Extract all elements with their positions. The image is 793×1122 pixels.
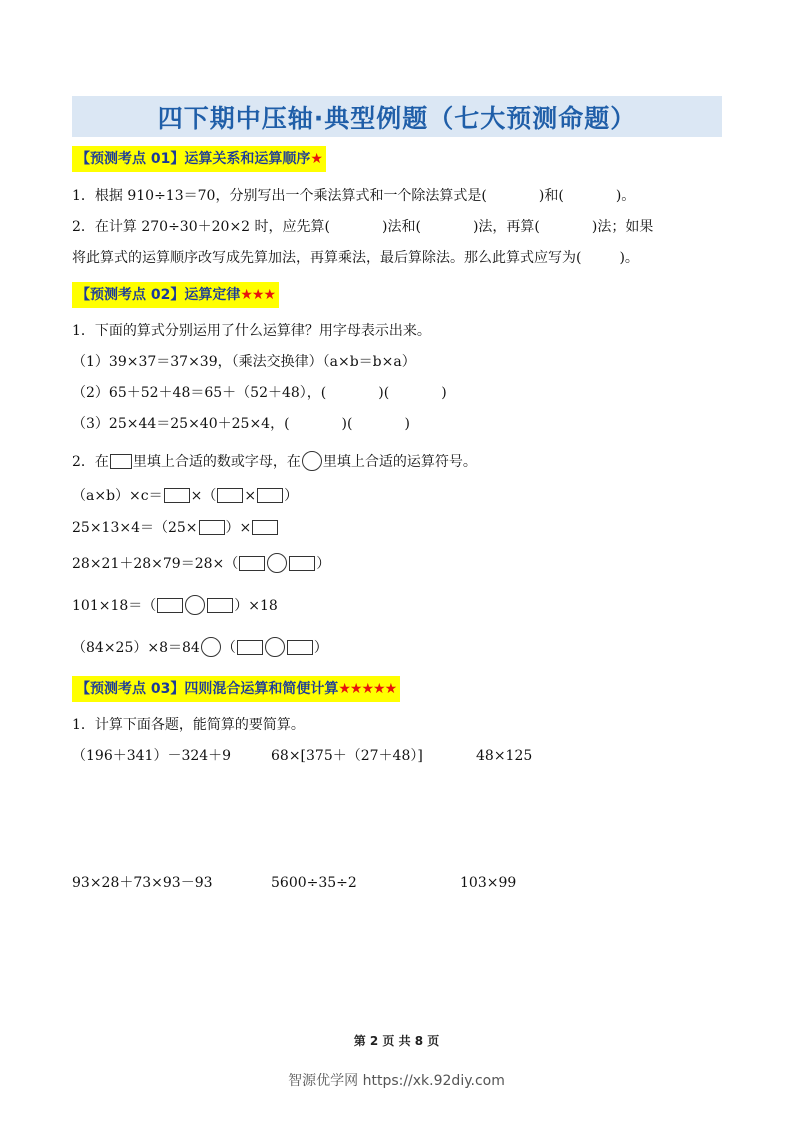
calc-problem: 103×99 (460, 875, 517, 891)
calc-problem: 68×[375＋（27＋48）] (271, 748, 423, 764)
equation-1: （a×b）×c＝ ×（ × ） (72, 488, 299, 504)
answer-box[interactable] (252, 520, 278, 535)
equation-3: 28×21＋28×79＝28×（ ） (72, 553, 330, 574)
calc-problem: 93×28＋73×93－93 (72, 875, 213, 891)
question-2-1-part-1: （1）39×37＝37×39，（乘法交换律）（a×b＝b×a） (72, 354, 416, 370)
section-label: 【预测考点 01】运算关系和运算顺序 (76, 151, 311, 167)
title-banner (72, 96, 722, 137)
answer-box[interactable] (164, 488, 190, 503)
answer-circle[interactable] (265, 637, 285, 657)
section-header-01 (72, 146, 326, 172)
page-title: 四下期中压轴·典型例题（七大预测命题） (157, 104, 637, 133)
equation-2: 25×13×4＝（25× ）× (72, 518, 279, 538)
star-rating: ★ (310, 151, 322, 167)
question-1-2: 2．在计算 270÷30＋20×2 时，应先算( )法和( )法，再算( )法；如果 (72, 219, 654, 235)
answer-box[interactable] (157, 598, 183, 613)
star-rating: ★★★ (240, 287, 276, 303)
answer-circle[interactable] (302, 451, 322, 471)
section-label: 【预测考点 03】四则混合运算和简便计算 (76, 681, 339, 697)
question-2-1-part-2: （2）65＋52＋48＝65＋（52＋48），( )( ) (72, 385, 447, 401)
calc-problem: （196＋341）－324＋9 (72, 748, 232, 764)
calc-problem: 48×125 (476, 748, 533, 764)
question-2-1: 1．下面的算式分别运用了什么运算律？用字母表示出来。 (72, 323, 431, 339)
section-header-03 (72, 676, 400, 702)
question-1-2-cont: 将此算式的运算顺序改写成先算加法，再算乘法，最后算除法。那么此算式应写为( )。 (72, 250, 639, 266)
equation-4: 101×18＝（ ）×18 (72, 595, 278, 616)
answer-box[interactable] (199, 520, 225, 535)
answer-box[interactable] (110, 454, 132, 469)
answer-circle[interactable] (201, 637, 221, 657)
question-3-1: 1．计算下面各题，能简算的要简算。 (72, 717, 305, 733)
answer-box[interactable] (287, 640, 313, 655)
question-2-1-part-3: （3）25×44＝25×40＋25×4，( )( ) (72, 416, 410, 432)
section-header-02 (72, 282, 279, 308)
page-number: 第 2 页 共 8 页 (353, 1034, 440, 1048)
star-rating: ★★★★★ (338, 681, 397, 697)
calc-problem: 5600÷35÷2 (271, 875, 357, 891)
answer-circle[interactable] (185, 595, 205, 615)
answer-box[interactable] (217, 488, 243, 503)
answer-box[interactable] (207, 598, 233, 613)
section-label: 【预测考点 02】运算定律 (76, 287, 241, 303)
answer-box[interactable] (237, 640, 263, 655)
answer-circle[interactable] (267, 553, 287, 573)
question-2-2: 2．在 里填上合适的数或字母，在 里填上合适的运算符号。 (72, 451, 477, 472)
answer-box[interactable] (257, 488, 283, 503)
answer-box[interactable] (289, 556, 315, 571)
answer-box[interactable] (239, 556, 265, 571)
question-1-1: 1．根据 910÷13＝70，分别写出一个乘法算式和一个除法算式是( )和( )。 (72, 188, 636, 204)
watermark-text: 智源优学网 https://xk.92diy.com (288, 1073, 505, 1089)
equation-5: （84×25）×8＝84 （ ） (72, 637, 328, 658)
